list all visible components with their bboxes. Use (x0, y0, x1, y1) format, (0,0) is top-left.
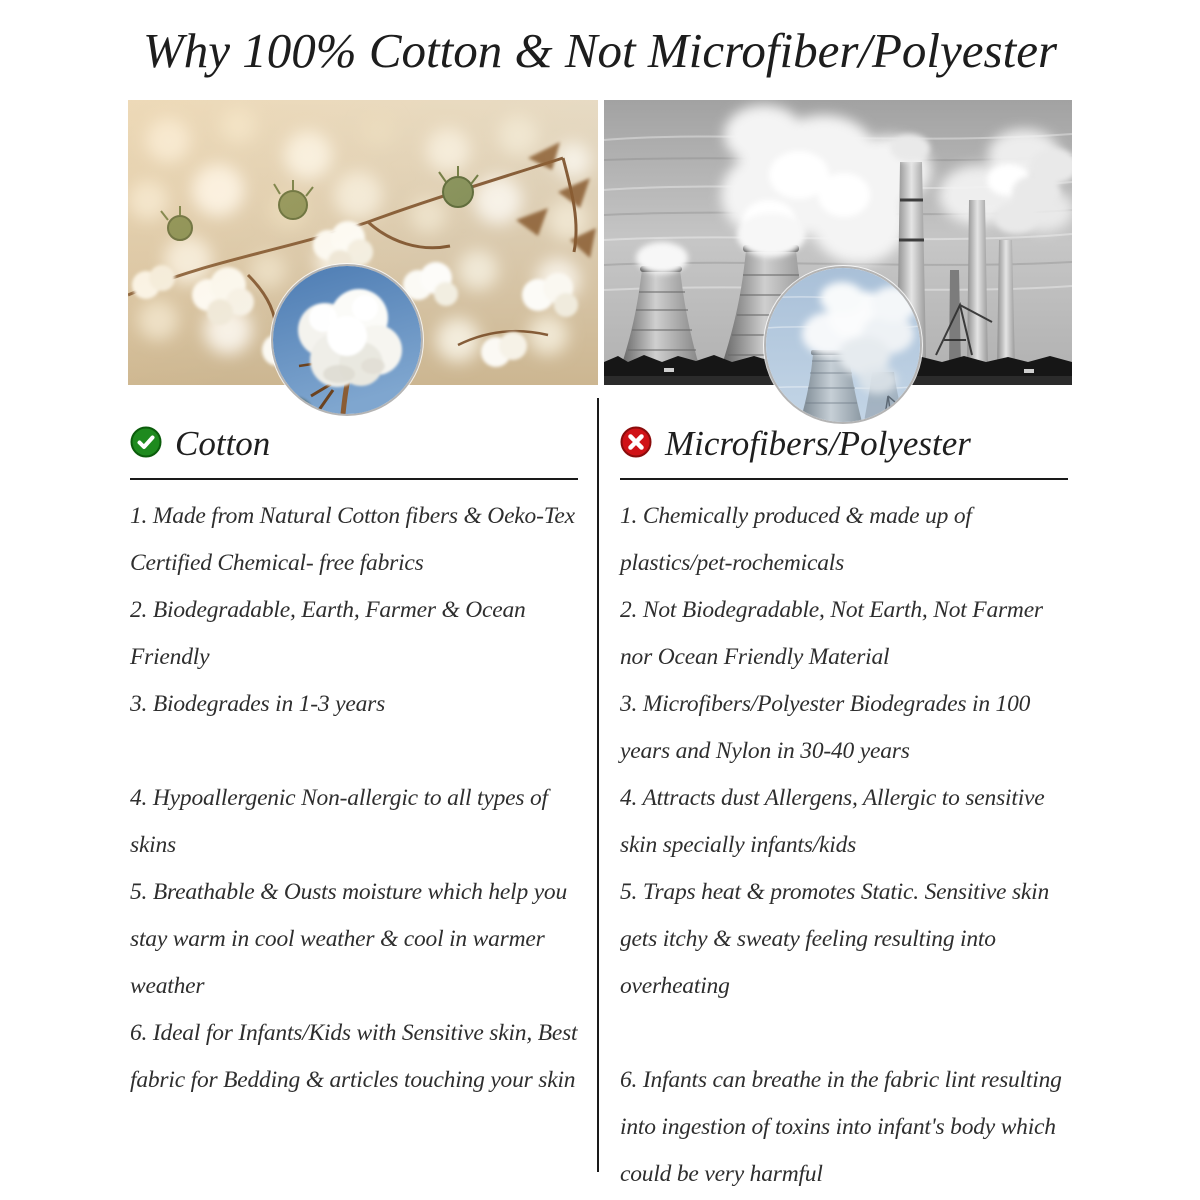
cotton-column-header (130, 422, 578, 462)
cotton-column-title: Cotton (175, 423, 271, 463)
cross-circle-icon (620, 426, 652, 458)
list-gap (130, 728, 578, 775)
cotton-list (130, 493, 578, 1104)
cotton-underline (130, 478, 578, 480)
list-item: 6. Infants can breathe in the fabric lint resulting into ingestion of toxins into infant's body which could be very harmful (620, 1067, 1062, 1187)
list-item: 2. Biodegradable, Earth, Farmer & Ocean Friendly (130, 597, 526, 670)
inset-crane (884, 396, 902, 422)
check-circle-icon (130, 426, 162, 458)
list-item: 1. Chemically produced & made up of plastics/pet-rochemicals (620, 503, 972, 576)
cooling-tower-illustration (766, 268, 920, 422)
microfiber-column-title: Microfibers/Polyester (665, 423, 971, 463)
cotton-column (130, 422, 578, 1104)
list-item: 3. Biodegrades in 1-3 years (130, 691, 386, 717)
cooling-tower-inset (764, 266, 922, 424)
list-item: 1. Made from Natural Cotton fibers & Oeko-Tex Certified Chemical- free fabrics (130, 503, 575, 576)
list-item: 4. Hypoallergenic Non-allergic to all types of skins (130, 785, 548, 858)
microfiber-column (620, 422, 1068, 1198)
page-title: Why 100% Cotton & Not Microfiber/Polyester (142, 23, 1058, 78)
list-item: 5. Breathable & Ousts moisture which help you stay warm in cool weather & cool in warmer weather (130, 879, 568, 999)
list-item: 4. Attracts dust Allergens, Allergic to sensitive skin specially infants/kids (620, 785, 1045, 858)
cotton-boll-illustration (273, 266, 421, 414)
microfiber-underline (620, 478, 1068, 480)
list-item: 5. Traps heat & promotes Static. Sensitive skin gets itchy & sweaty feeling resulting into overheating (620, 879, 1050, 999)
list-item: 6. Ideal for Infants/Kids with Sensitive skin, Best fabric for Bedding & articles touching your skin (130, 1020, 578, 1093)
microfiber-list (620, 493, 1068, 1198)
list-item: 3. Microfibers/Polyester Biodegrades in 100 years and Nylon in 30-40 years (620, 691, 1031, 764)
list-gap (620, 1010, 1068, 1057)
microfiber-column-header (620, 422, 1068, 462)
cotton-boll-inset (271, 264, 423, 416)
list-item: 2. Not Biodegradable, Not Earth, Not Farmer nor Ocean Friendly Material (620, 597, 1043, 670)
column-divider (597, 398, 599, 1172)
